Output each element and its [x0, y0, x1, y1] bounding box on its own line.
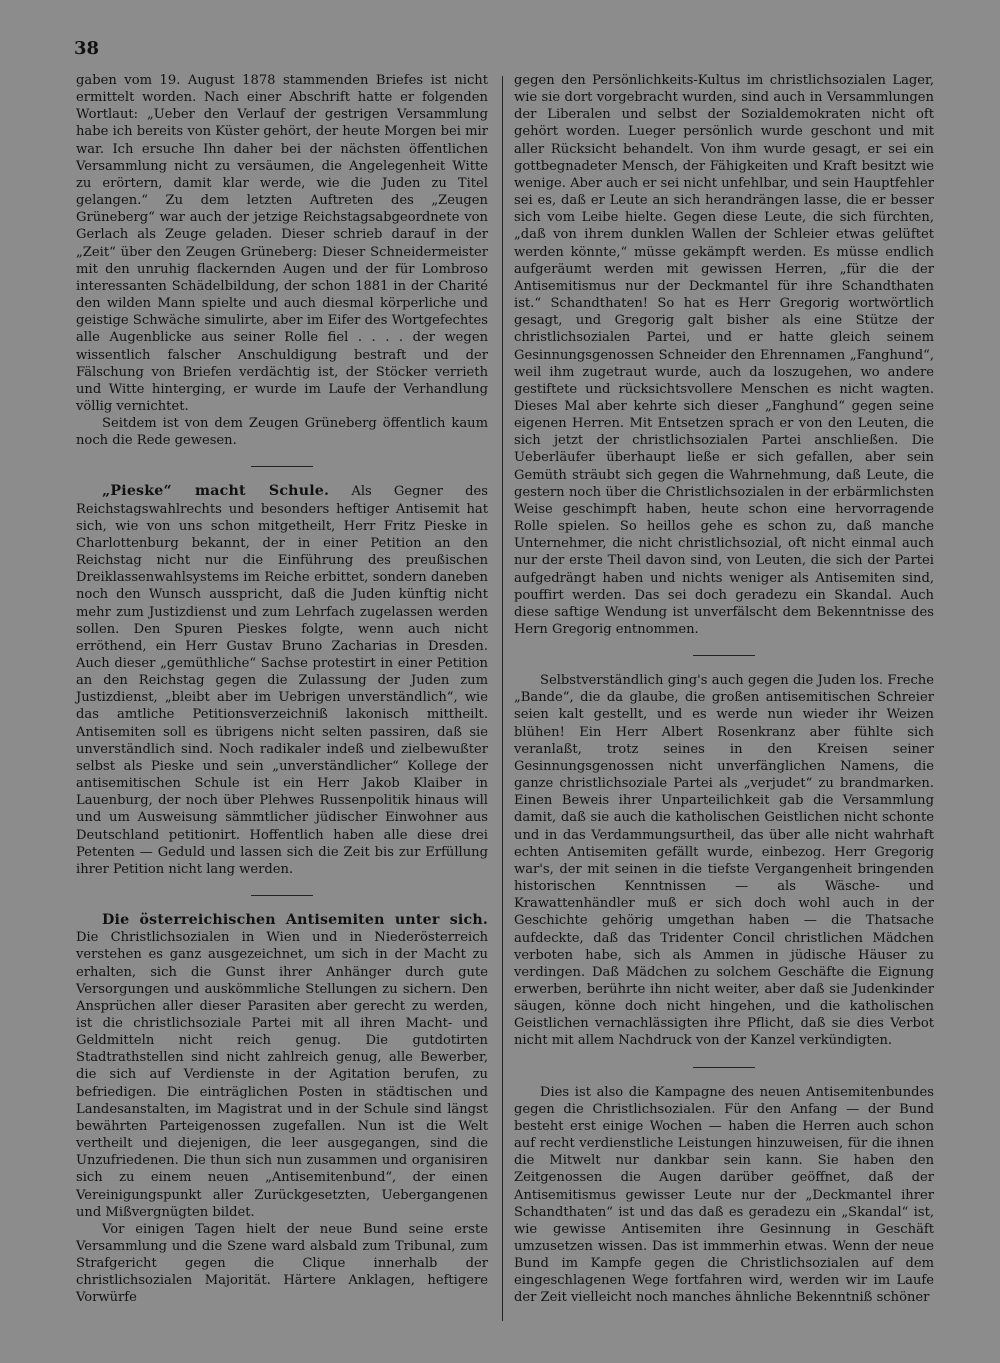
- section-body: Die Christlichsozialen in Wien und in Niederösterreich verstehen es ganz ausgezeichnet, um sich in der Macht zu erhalten, sich die Gunst ihrer Anhänger durch gute Versorgungen und auskömmliche Stellungen zu sichern. Den Ansprüchen aller dieser Parasiten aber gerecht zu werden, ist die christlichsoziale Partei mit all ihren Macht- und Geldmitteln nicht reich genug. Die gutdotirten Stadtrathstellen sind nicht zahlreich genug, alle Bewerber, die sich auf Verdienste in der Agitation berufen, zu befriedigen. Die einträglichen Posten in städtischen und Landesanstalten, im Magistrat und in der Schule sind längst bewährten Parteigenossen zugefallen. Nun ist die Welt vertheilt und diejenigen, die leer ausgegangen, sind die Unzufriedenen. Die thun sich nun zusammen und organisiren sich zu einem neuen „Antisemitenbund“, der einen Vereinigungspunkt aller Zurückgesetzten, Uebergangenen und Mißvergnügten bildet.: [76, 930, 488, 1220]
- article-section: [76, 912, 488, 1221]
- left-column: [76, 72, 488, 1307]
- column-divider: [502, 76, 503, 1321]
- section-divider: [693, 655, 755, 656]
- section-divider: [251, 895, 313, 896]
- article-paragraph: Dies ist also die Kampagne des neuen Antisemitenbundes gegen die Christlichsozialen. Für den Anfang — der Bund besteht erst einige Wochen — haben die Herren auch schon auf recht verdienstliche Leistungen hinzuweisen, für die ihnen die Mitwelt nur dankbar sein kann. Sie haben den Zeitgenossen die Augen darüber geöffnet, daß der Antisemitismus gewisser Leute nur der „Deckmantel ihrer Schandthaten“ ist und das daß es geradezu ein „Skandal“ ist, wie gewisse Antisemiten ihre Gesinnung in Geschäft umzusetzen wissen. Das ist immmerhin etwas. Wenn der neue Bund im Kampfe gegen die Christlichsozialen auf dem eingeschlagenen Wege fortfahren wird, werden wir im Laufe der Zeit vielleicht noch manches ähnliche Bekenntniß schöner: [514, 1084, 934, 1306]
- section-body: Als Gegner des Reichstagswahlrechts und besonders heftiger Antisemit hat sich, wie von uns schon mitgetheilt, Herr Fritz Pieske in Charlottenburg bekannt, der in einer Petition an den Reichstag nicht nur die Einführung des preußischen Dreiklassenwahlsystems im Reiche erbittet, sondern daneben noch den Wunsch ausspricht, daß die Juden künftig nicht mehr zum Justizdienst und zum Lehrfach zugelassen werden sollen. Den Spuren Pieskes folgte, wenn auch nicht erröthend, ein Herr Gustav Bruno Zacharias in Dresden. Auch dieser „gemüthliche“ Sachse protestirt in einer Petition an den Reichstag gegen die Zulassung der Juden zum Justizdienst, „bleibt aber im Uebrigen unverständlich“, wie das amtliche Petitionsverzeichniß lakonisch mittheilt. Antisemiten soll es übrigens nicht selten passiren, daß sie unverständlich sind. Noch radikaler indeß und zielbewußter selbst als Pieske und sein „unverständlicher“ Kollege der antisemitischen Schule ist ein Herr Jakob Klaiber in Lauenburg, der noch über Plehwes Russenpolitik hinaus will und um Ausweisung sämmtlicher jüdischer Einwohner aus Deutschland petitionirt. Hoffentlich haben alle diese drei Petenten — Geduld und lassen sich die Zeit bis zur Erfüllung ihrer Petition nicht lang werden.: [76, 484, 488, 877]
- page-number: 38: [74, 38, 100, 59]
- article-paragraph: Vor einigen Tagen hielt der neue Bund seine erste Versammlung und die Szene ward alsbald zum Tribunal, zum Strafgericht gegen die Clique innerhalb der christlichsozialen Majorität. Härtere Anklagen, heftigere Vorwürfe: [76, 1221, 488, 1306]
- right-column: [514, 72, 934, 1307]
- section-divider: [251, 466, 313, 467]
- section-headline: Die österreichischen Antisemiten unter sich.: [102, 912, 488, 929]
- section-divider: [693, 1067, 755, 1068]
- article-section: [76, 483, 488, 878]
- article-paragraph: Seitdem ist von dem Zeugen Grüneberg öffentlich kaum noch die Rede gewesen.: [76, 416, 488, 449]
- article-paragraph: gegen den Persönlichkeits-Kultus im christlichsozialen Lager, wie sie dort vorgebracht wurden, sind auch in Versammlungen der Liberalen und selbst der Sozialdemokraten nicht oft gehört worden. Lueger persönlich wurde geschont und mit aller Rücksicht behandelt. Von ihm wurde gesagt, er sei ein gottbegnadeter Mensch, der Fähigkeiten und Kraft besitzt wie wenige. Aber auch er sei nicht unfehlbar, und sein Hauptfehler sei es, daß er Leute an sich herandrängen lasse, die er besser sich vom Leibe hielte. Gegen diese Leute, die sich fürchten, „daß von ihrem dunklen Wallen der Schleier etwas gelüftet werden könnte,“ müsse gekämpft werden. Es müsse endlich aufgeräumt werden mit gewissen Herren, „für die der Antisemitismus nur der Deckmantel für ihre Schandthaten ist.“ Schandthaten! So hat es Herr Gregorig wortwörtlich gesagt, und Gregorig galt bisher als eine Stütze der christlichsozialen Partei, und er hatte gleich seinem Gesinnungsgenossen Schneider den Ehrennamen „Fanghund“, weil ihm zugetraut wurde, auch da loszugehen, wo andere gestiftete und rücksichtsvollere Menschen es nicht wagten. Dieses Mal aber kehrte sich dieser „Fanghund“ gegen seine eigenen Herren. Mit Entsetzen sprach er von den Leuten, die sich jetzt der christlichsozialen Partei anschließen. Die Ueberläufer überhaupt ließe er sich gefallen, aber sein Gemüth sträubt sich gegen die Wahrnehmung, daß Leute, die gestern noch über die Christlichsozialen in der erbärmlichsten Weise geschimpft haben, heute schon eine hervorragende Rolle spielen. So heillos gehe es schon zu, daß manche Unternehmer, die nicht christlichsozial, oft nicht einmal auch nur der erste Theil davon sind, von Leuten, die sich der Partei aufgedrängt haben und nichts weniger als Antisemiten sind, pouffirt werden. Das sei doch geradezu ein Skandal. Auch diese saftige Wendung ist unverfälscht dem Bekenntnisse des Hern Gregorig entnommen.: [514, 73, 934, 637]
- article-paragraph: gaben vom 19. August 1878 stammenden Briefes ist nicht ermittelt worden. Nach einer Abschrift hatte er folgenden Wortlaut: „Ueber den Verlauf der gestrigen Versammlung habe ich bereits von Küster gehört, der heute Morgen bei mir war. Ich ersuche Ihn daher bei der nächsten öffentlichen Versammlung nicht zu versäumen, die Angelegenheit Witte zu erörtern, damit klar werde, wie die Juden zu Titel gelangen.“ Zu dem letzten Auftreten des „Zeugen Grüneberg“ war auch der jetzige Reichstagsabgeordnete von Gerlach als Zeuge geladen. Dieser schrieb darauf in der „Zeit“ über den Zeugen Grüneberg: Dieser Schneidermeister mit den unruhig flackernden Augen und der für Lombroso interessanten Schädelbildung, der schon 1881 in der Charité den wilden Mann spielte und auch diesmal körperliche und geistige Schwäche simulirte, aber im Eifer des Wortgefechtes alle Augenblicke aus seiner Rolle fiel . . . . der wegen wissentlich falscher Anschuldigung bestraft und der Fälschung von Briefen verdächtig ist, der Stöcker verrieth und Witte hinterging, er wurde im Laufe der Verhandlung völlig vernichtet.: [76, 73, 488, 414]
- article-paragraph: Selbstverständlich ging's auch gegen die Juden los. Freche „Bande“, die da glaube, die großen antisemitischen Schreier seien kalt gestellt, und es werde nun wieder ihr Weizen blühen! Ein Herr Albert Rosenkranz aber fühlte sich veranlaßt, trotz seines in den Kreisen seiner Gesinnungsgenossen nicht unverfänglichen Namens, die ganze christlichsoziale Partei als „verjudet“ zu brandmarken. Einen Beweis ihrer Unparteilichkeit gab die Versammlung damit, daß sie auch die katholischen Geistlichen nicht schonte und in das Verdammungsurtheil, das über alle nicht wahrhaft echten Antisemiten gefällt wurde, einbezog. Herr Gregorig war's, der mit seinen in die tiefste Vergangenheit bringenden historischen Kenntnissen — als Wäsche- und Krawattenhändler muß er sich doch wohl auch in der Geschichte gehörig umgethan haben — die Thatsache aufdeckte, daß das Tridenter Concil christlichen Mädchen verboten habe, sich als Ammen in jüdische Häuser zu verdingen. Daß Mädchen zu solchem Geschäfte die Eignung erwerben, berührte ihn nicht weiter, aber daß sie Judenkinder säugen, könne doch nicht hingehen, und die katholischen Geistlichen vernachlässigten ihre Pflicht, daß sie dies Verbot nicht mit allem Nachdruck von der Kanzel verkündigten.: [514, 673, 934, 1049]
- section-headline: „Pieske“ macht Schule.: [102, 483, 330, 500]
